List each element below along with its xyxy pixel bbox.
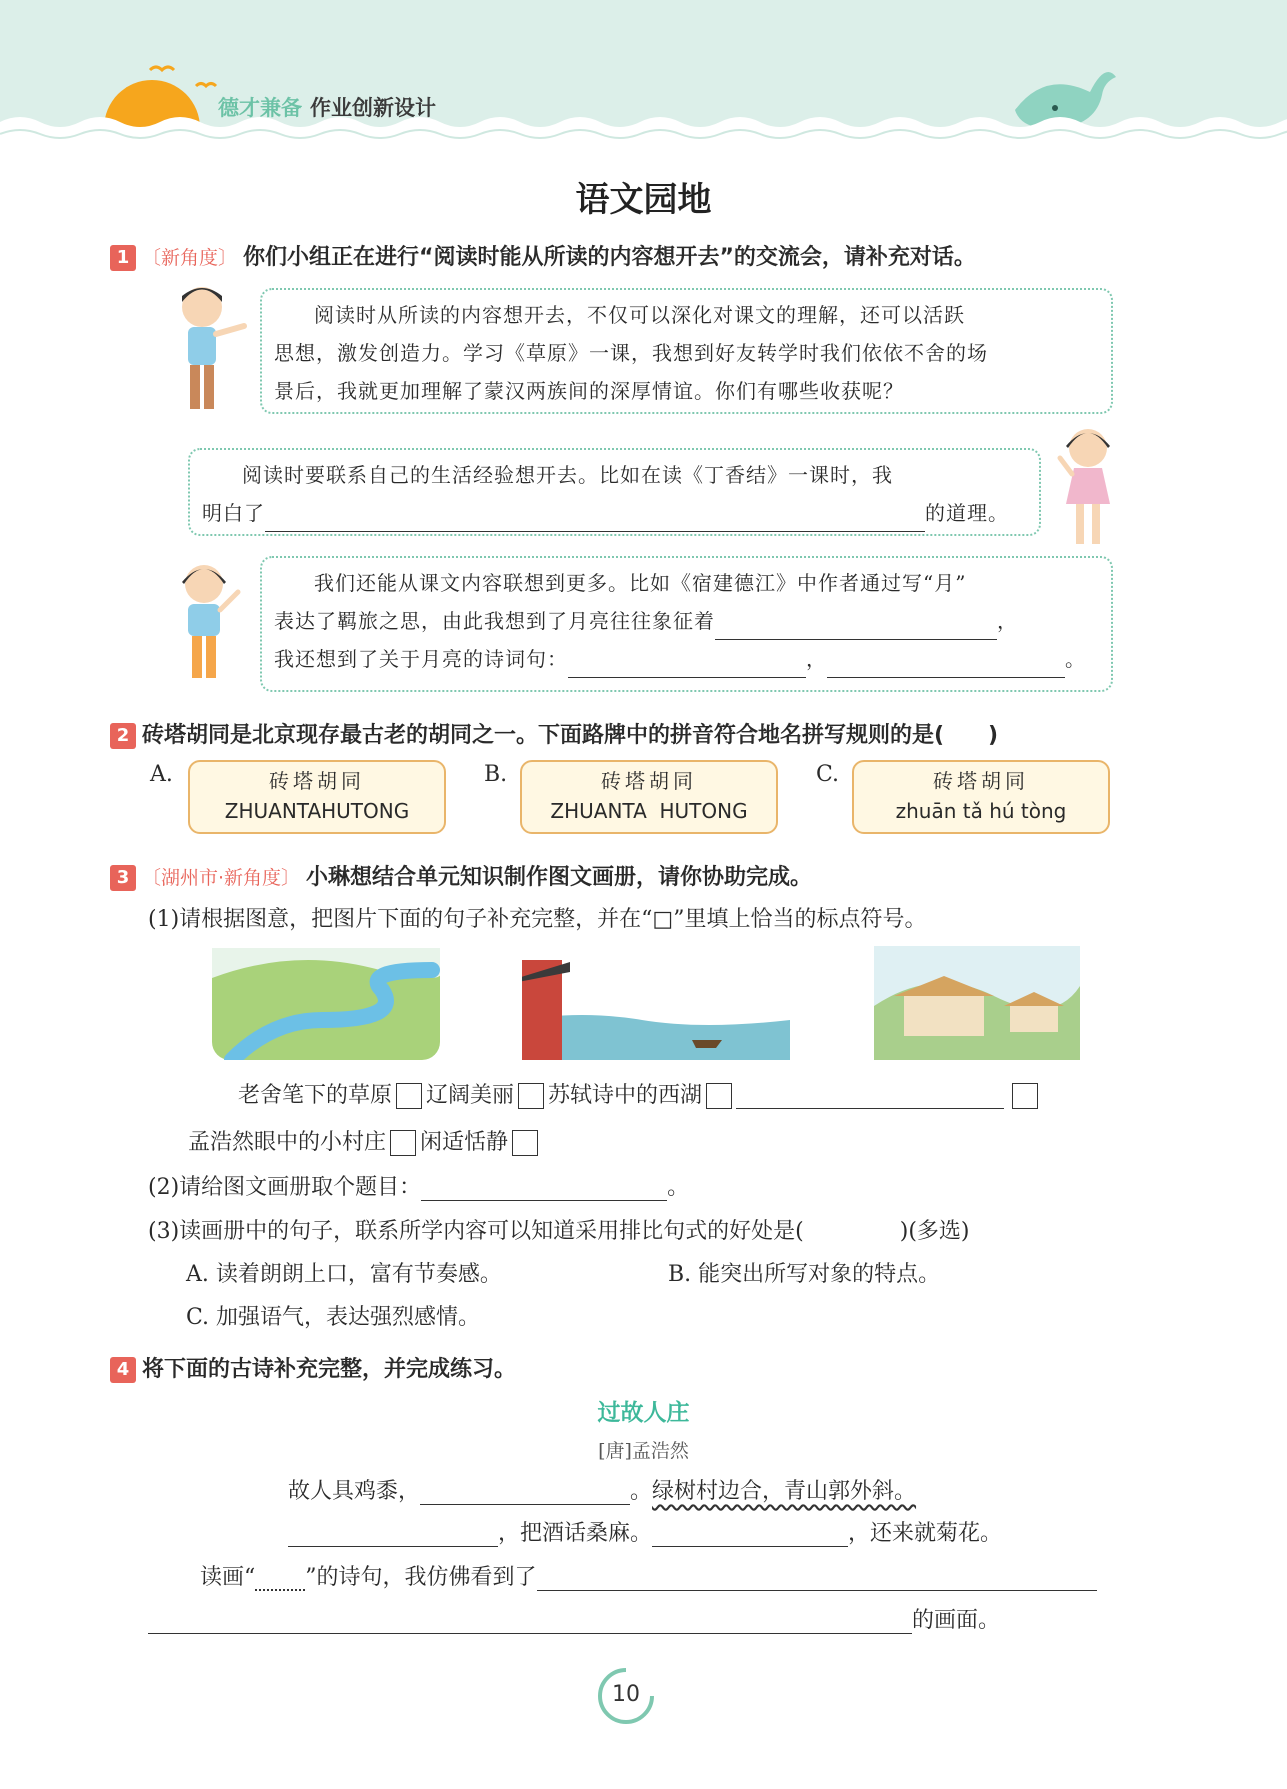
poem-author: [唐]孟浩然 (598, 1440, 689, 1462)
row1-text-2: 辽阔美丽 (426, 1083, 515, 1108)
title-blank[interactable] (421, 1174, 667, 1201)
q3-header (110, 860, 812, 891)
row1-blank[interactable] (736, 1082, 1004, 1109)
poem-l1-wavy: 绿树村边合，青山郭外斜。 (652, 1479, 917, 1504)
reading-mid: ”的诗句，我仿佛看到了 (305, 1565, 537, 1590)
row2-text-2: 闲适恬静 (420, 1130, 509, 1155)
q3-part-3-text: (3)读画册中的句子，联系所学内容可以知道采用排比句式的好处是( (148, 1219, 804, 1244)
village-image (874, 946, 1080, 1060)
punct-box-4[interactable] (1012, 1083, 1038, 1109)
bubble3-l3-pre: 我还想到了关于月亮的诗词句： (274, 647, 568, 671)
poem-l1-mid: 。 (630, 1479, 653, 1504)
bubble3-l2-post: ， (997, 609, 1018, 633)
grassland-river-image (212, 948, 440, 1060)
bubble1-line-2: 思想，激发创造力。学习《草原》一课，我想到好友转学时我们依依不舍的场 (274, 341, 988, 365)
poem-l2-a: ，把酒话桑麻。 (498, 1521, 653, 1546)
q2-sign-c[interactable] (852, 760, 1110, 834)
q4-number: 4 (110, 1357, 136, 1383)
girl-figure-icon (1052, 424, 1124, 554)
dialog-bubble-1 (260, 288, 1113, 414)
row1-text-1: 老舍笔下的草原 (238, 1083, 393, 1108)
q3-option-b: B. 能突出所写对象的特点。 (668, 1262, 941, 1287)
sign-b-chinese: 砖塔胡同 (601, 769, 697, 793)
bubble3-blank-poem-1[interactable] (568, 651, 806, 678)
q1-tag: 〔新角度〕 (142, 247, 238, 269)
poem-reading-line-2 (148, 1603, 1000, 1634)
sign-a-chinese: 砖塔胡同 (269, 769, 365, 793)
poem-reading-line (200, 1560, 1097, 1591)
brand-dark: 作业创新设计 (310, 96, 436, 120)
reading-end: 的画面。 (912, 1608, 1001, 1633)
brand-green: 德才兼备 (218, 96, 302, 120)
poem-blank-2[interactable] (288, 1520, 498, 1547)
poem-l1-pre: 故人具鸡黍， (288, 1479, 421, 1504)
q3-part-2 (148, 1170, 689, 1201)
dialog-bubble-3 (260, 556, 1113, 692)
q4-header (110, 1352, 516, 1383)
bird-icon-2 (196, 84, 216, 87)
q2-option-b-letter: B. (484, 762, 508, 787)
page-number: 10 (612, 1682, 640, 1707)
q3-row-1 (238, 1078, 1042, 1109)
reading-pre: 读画“ (200, 1565, 256, 1590)
bubble3-l3-post: 。 (1065, 647, 1086, 671)
punct-box-5[interactable] (390, 1130, 416, 1156)
q1-text: 你们小组正在进行“阅读时能从所读的内容想开去”的交流会，请补充对话。 (243, 245, 976, 270)
bubble3-l3-mid: ， (806, 647, 827, 671)
poem-line-2 (288, 1516, 1002, 1547)
sign-c-pinyin: zhuān tǎ hú tòng (895, 799, 1067, 823)
q3-option-c: C. 加强语气，表达强烈感情。 (186, 1305, 481, 1330)
poem-line-1 (288, 1474, 916, 1505)
page-title: 语文园地 (575, 180, 712, 220)
brand-title (218, 92, 436, 122)
punct-box-3[interactable] (706, 1083, 732, 1109)
q2-sign-b[interactable] (520, 760, 778, 834)
q2-header (110, 718, 998, 749)
poem-blank-3[interactable] (652, 1520, 848, 1547)
q3-text: 小琳想结合单元知识制作图文画册，请你协助完成。 (306, 865, 813, 890)
q2-option-a-letter: A. (150, 762, 173, 787)
bubble2-post: 的道理。 (925, 501, 1009, 525)
q3-row-2 (188, 1125, 542, 1156)
bubble2-line-1: 阅读时要联系自己的生活经验想开去。比如在读《丁香结》一课时，我 (242, 463, 893, 487)
q3-part-2-end: 。 (667, 1175, 690, 1200)
q3-number: 3 (110, 865, 136, 891)
dialog-bubble-2 (188, 448, 1041, 536)
q3-option-a: A. 读着朗朗上口，富有节奏感。 (186, 1262, 502, 1287)
bubble1-line-3: 景后，我就更加理解了蒙汉两族间的深厚情谊。你们有哪些收获呢？ (274, 379, 904, 403)
q2-text: 砖塔胡同是北京现存最古老的胡同之一。下面路牌中的拼音符合地名拼写规则的是( ) (142, 723, 999, 748)
q2-option-c-letter: C. (816, 762, 840, 787)
sign-b-pinyin: ZHUANTA HUTONG (550, 799, 748, 823)
bubble3-line-1: 我们还能从课文内容联想到更多。比如《宿建德江》中作者通过写“月” (314, 571, 967, 595)
row1-text-3: 苏轼诗中的西湖 (548, 1083, 703, 1108)
punct-box-1[interactable] (396, 1083, 422, 1109)
punct-box-6[interactable] (512, 1130, 538, 1156)
sign-a-pinyin: ZHUANTAHUTONG (224, 799, 410, 823)
header-decoration (0, 0, 1287, 160)
q2-number: 2 (110, 723, 136, 749)
q2-sign-a[interactable] (188, 760, 446, 834)
q3-part-1: (1)请根据图意，把图片下面的句子补充完整，并在“□”里填上恰当的标点符号。 (148, 907, 927, 932)
reading-blank-short[interactable] (255, 1563, 305, 1591)
q1-header (110, 240, 976, 271)
girl-figure-2-icon (172, 558, 252, 688)
bubble1-line-1: 阅读时从所读的内容想开去，不仅可以深化对课文的理解，还可以活跃 (314, 303, 965, 327)
boy-figure-icon (172, 282, 256, 422)
q1-number: 1 (110, 245, 136, 271)
bubble3-blank-poem-2[interactable] (827, 651, 1065, 678)
bubble2-blank[interactable] (265, 505, 925, 532)
q3-part-3-end: )(多选) (899, 1219, 970, 1244)
bubble2-pre: 明白了 (202, 501, 265, 525)
q3-part-3 (148, 1214, 970, 1245)
sign-c-chinese: 砖塔胡同 (933, 769, 1029, 793)
q3-part-2-text: (2)请给图文画册取个题目： (148, 1175, 422, 1200)
poem-title: 过故人庄 (597, 1400, 690, 1426)
bird-icon (150, 67, 174, 70)
reading-blank-2[interactable] (148, 1607, 912, 1634)
row2-text-1: 孟浩然眼中的小村庄 (188, 1130, 387, 1155)
bubble3-l2-pre: 表达了羁旅之思，由此我想到了月亮往往象征着 (274, 609, 715, 633)
q3-tag: 〔湖州市·新角度〕 (142, 867, 301, 889)
west-lake-image (522, 960, 790, 1060)
punct-box-2[interactable] (518, 1083, 544, 1109)
poem-l2-b: ，还来就菊花。 (848, 1521, 1003, 1546)
poem-blank-1[interactable] (420, 1478, 630, 1505)
q4-text: 将下面的古诗补充完整，并完成练习。 (142, 1357, 517, 1382)
reading-blank-long[interactable] (537, 1564, 1097, 1591)
bubble3-blank-symbol[interactable] (715, 613, 997, 640)
